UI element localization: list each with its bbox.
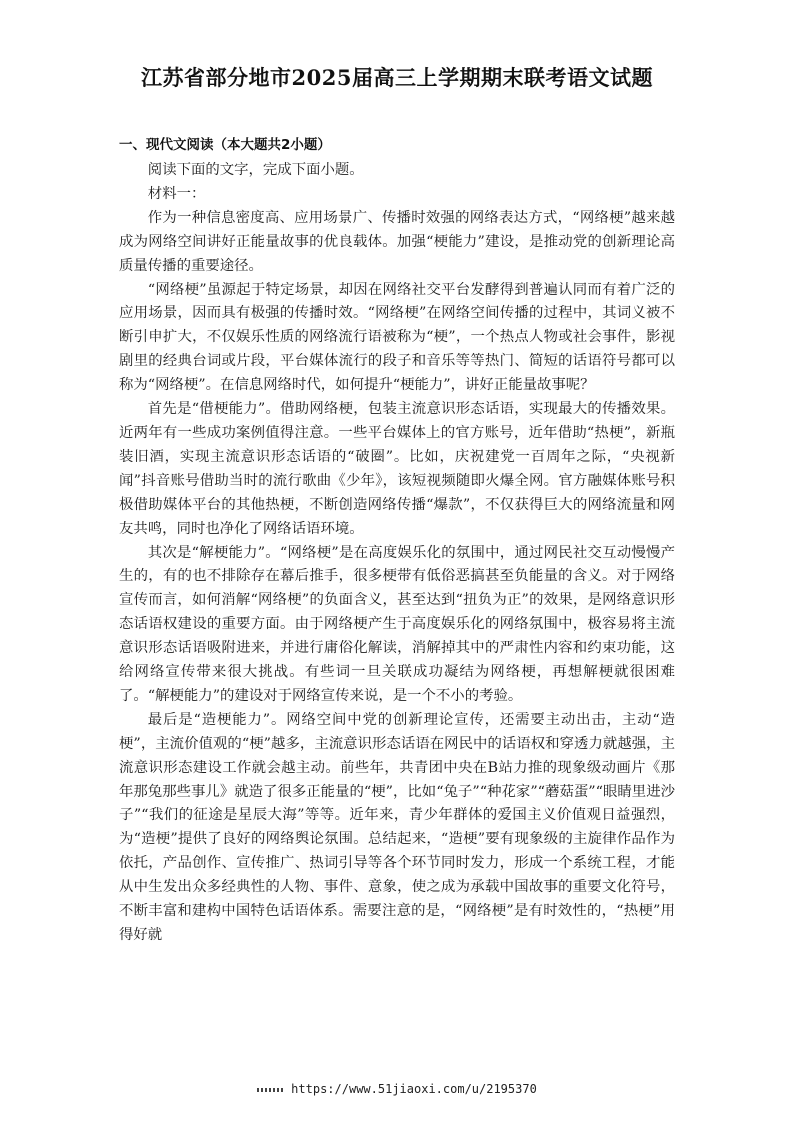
footer-bar [0,1082,794,1096]
body-paragraph: 最后是“造梗能力”。网络空间中党的创新理论宣传，还需要主动出击，主动“造梗”，主流价值观的“梗”越多，主流意识形态话语在网民中的话语权和穿透力就越强，主流意识形态建设工作就会越主动。前些年，共青团中央在B站力推的现象级动画片《那年那兔那些事儿》就造了很多正能量的“梗”，比如“兔子”“种花家”“蘑菇蛋”“眼睛里进沙子”“我们的征途是星辰大海”等等。近年来，青少年群体的爱国主义价值观日益强烈，为“造梗”提供了良好的网络舆论氛围。总结起来，“造梗”要有现象级的主旋律作品作为依托，产品创作、宣传推广、热词引导等各个环节同时发力，形成一个系统工程，才能从中生发出众多经典性的人物、事件、意象，使之成为承载中国故事的重要文化符号，不断丰富和建构中国特色话语体系。需要注意的是，“网络梗”是有时效性的，“热梗”用得好就 [119,711,675,943]
body-paragraph: 作为一种信息密度高、应用场景广、传播时效强的网络表达方式，“网络梗”越来越成为网络空间讲好正能量故事的优良载体。加强“梗能力”建设，是推动党的创新理论高质量传播的重要途径。 [119,209,675,274]
body-paragraph: “网络梗”虽源起于特定场景，却因在网络社交平台发酵得到普遍认同而有着广泛的应用场景，因而具有极强的传播时效。“网络梗”在网络空间传播的过程中，其词义被不断引申扩大，不仅娱乐性质的网络流行语被称为“梗”，一个热点人物或社会事件，影视剧里的经典台词或片段，平台媒体流行的段子和音乐等等热门、简短的话语符号都可以称为“网络梗”。在信息网络时代，如何提升“梗能力”，讲好正能量故事呢？ [119,281,675,394]
article-body [119,159,675,948]
material-label: 材料一： [147,185,206,202]
footer-url-link[interactable]: https://www.51jiaoxi.com/u/2195370 [291,1082,537,1096]
footer-mark-icon [257,1088,285,1092]
page-title: 江苏省部分地市2025届高三上学期期末联考语文试题 [141,65,653,90]
instruction-paragraph: 阅读下面的文字，完成下面小题。 [147,162,364,178]
body-paragraph: 首先是“借梗能力”。借助网络梗，包装主流意识形态话语，实现最大的传播效果。近两年有一些成功案例值得注意。一些平台媒体上的官方账号，近年借助“热梗”，新瓶装旧酒，实现主流意识形态话语的“破圈”。比如，庆祝建党一百周年之际，“央视新闻”抖音账号借助当时的流行歌曲《少年》，该短视频随即火爆全网。官方融媒体账号积极借助媒体平台的其他热梗，不断创造网络传播“爆款”，不仅获得巨大的网络流量和网友共鸣，同时也净化了网络话语环境。 [119,401,675,537]
section-heading: 一、现代文阅读（本大题共2小题） [119,137,331,153]
body-paragraph: 其次是“解梗能力”。“网络梗”是在高度娱乐化的氛围中，通过网民社交互动慢慢产生的，有的也不排除存在幕后推手，很多梗带有低俗恶搞甚至负能量的含义。对于网络宣传而言，如何消解“网络梗”的负面含义，甚至达到“扭负为正”的效果，是网络意识形态话语权建设的重要方面。由于网络梗产生于高度娱乐化的网络氛围中，极容易将主流意识形态话语吸附进来，并进行庸俗化解读，消解掉其中的严肃性内容和约束功能，这给网络宣传带来很大挑战。有些词一旦关联成功凝结为网络梗，再想解梗就很困难了。“解梗能力”的建设对于网络宣传来说，是一个不小的考验。 [119,544,675,704]
